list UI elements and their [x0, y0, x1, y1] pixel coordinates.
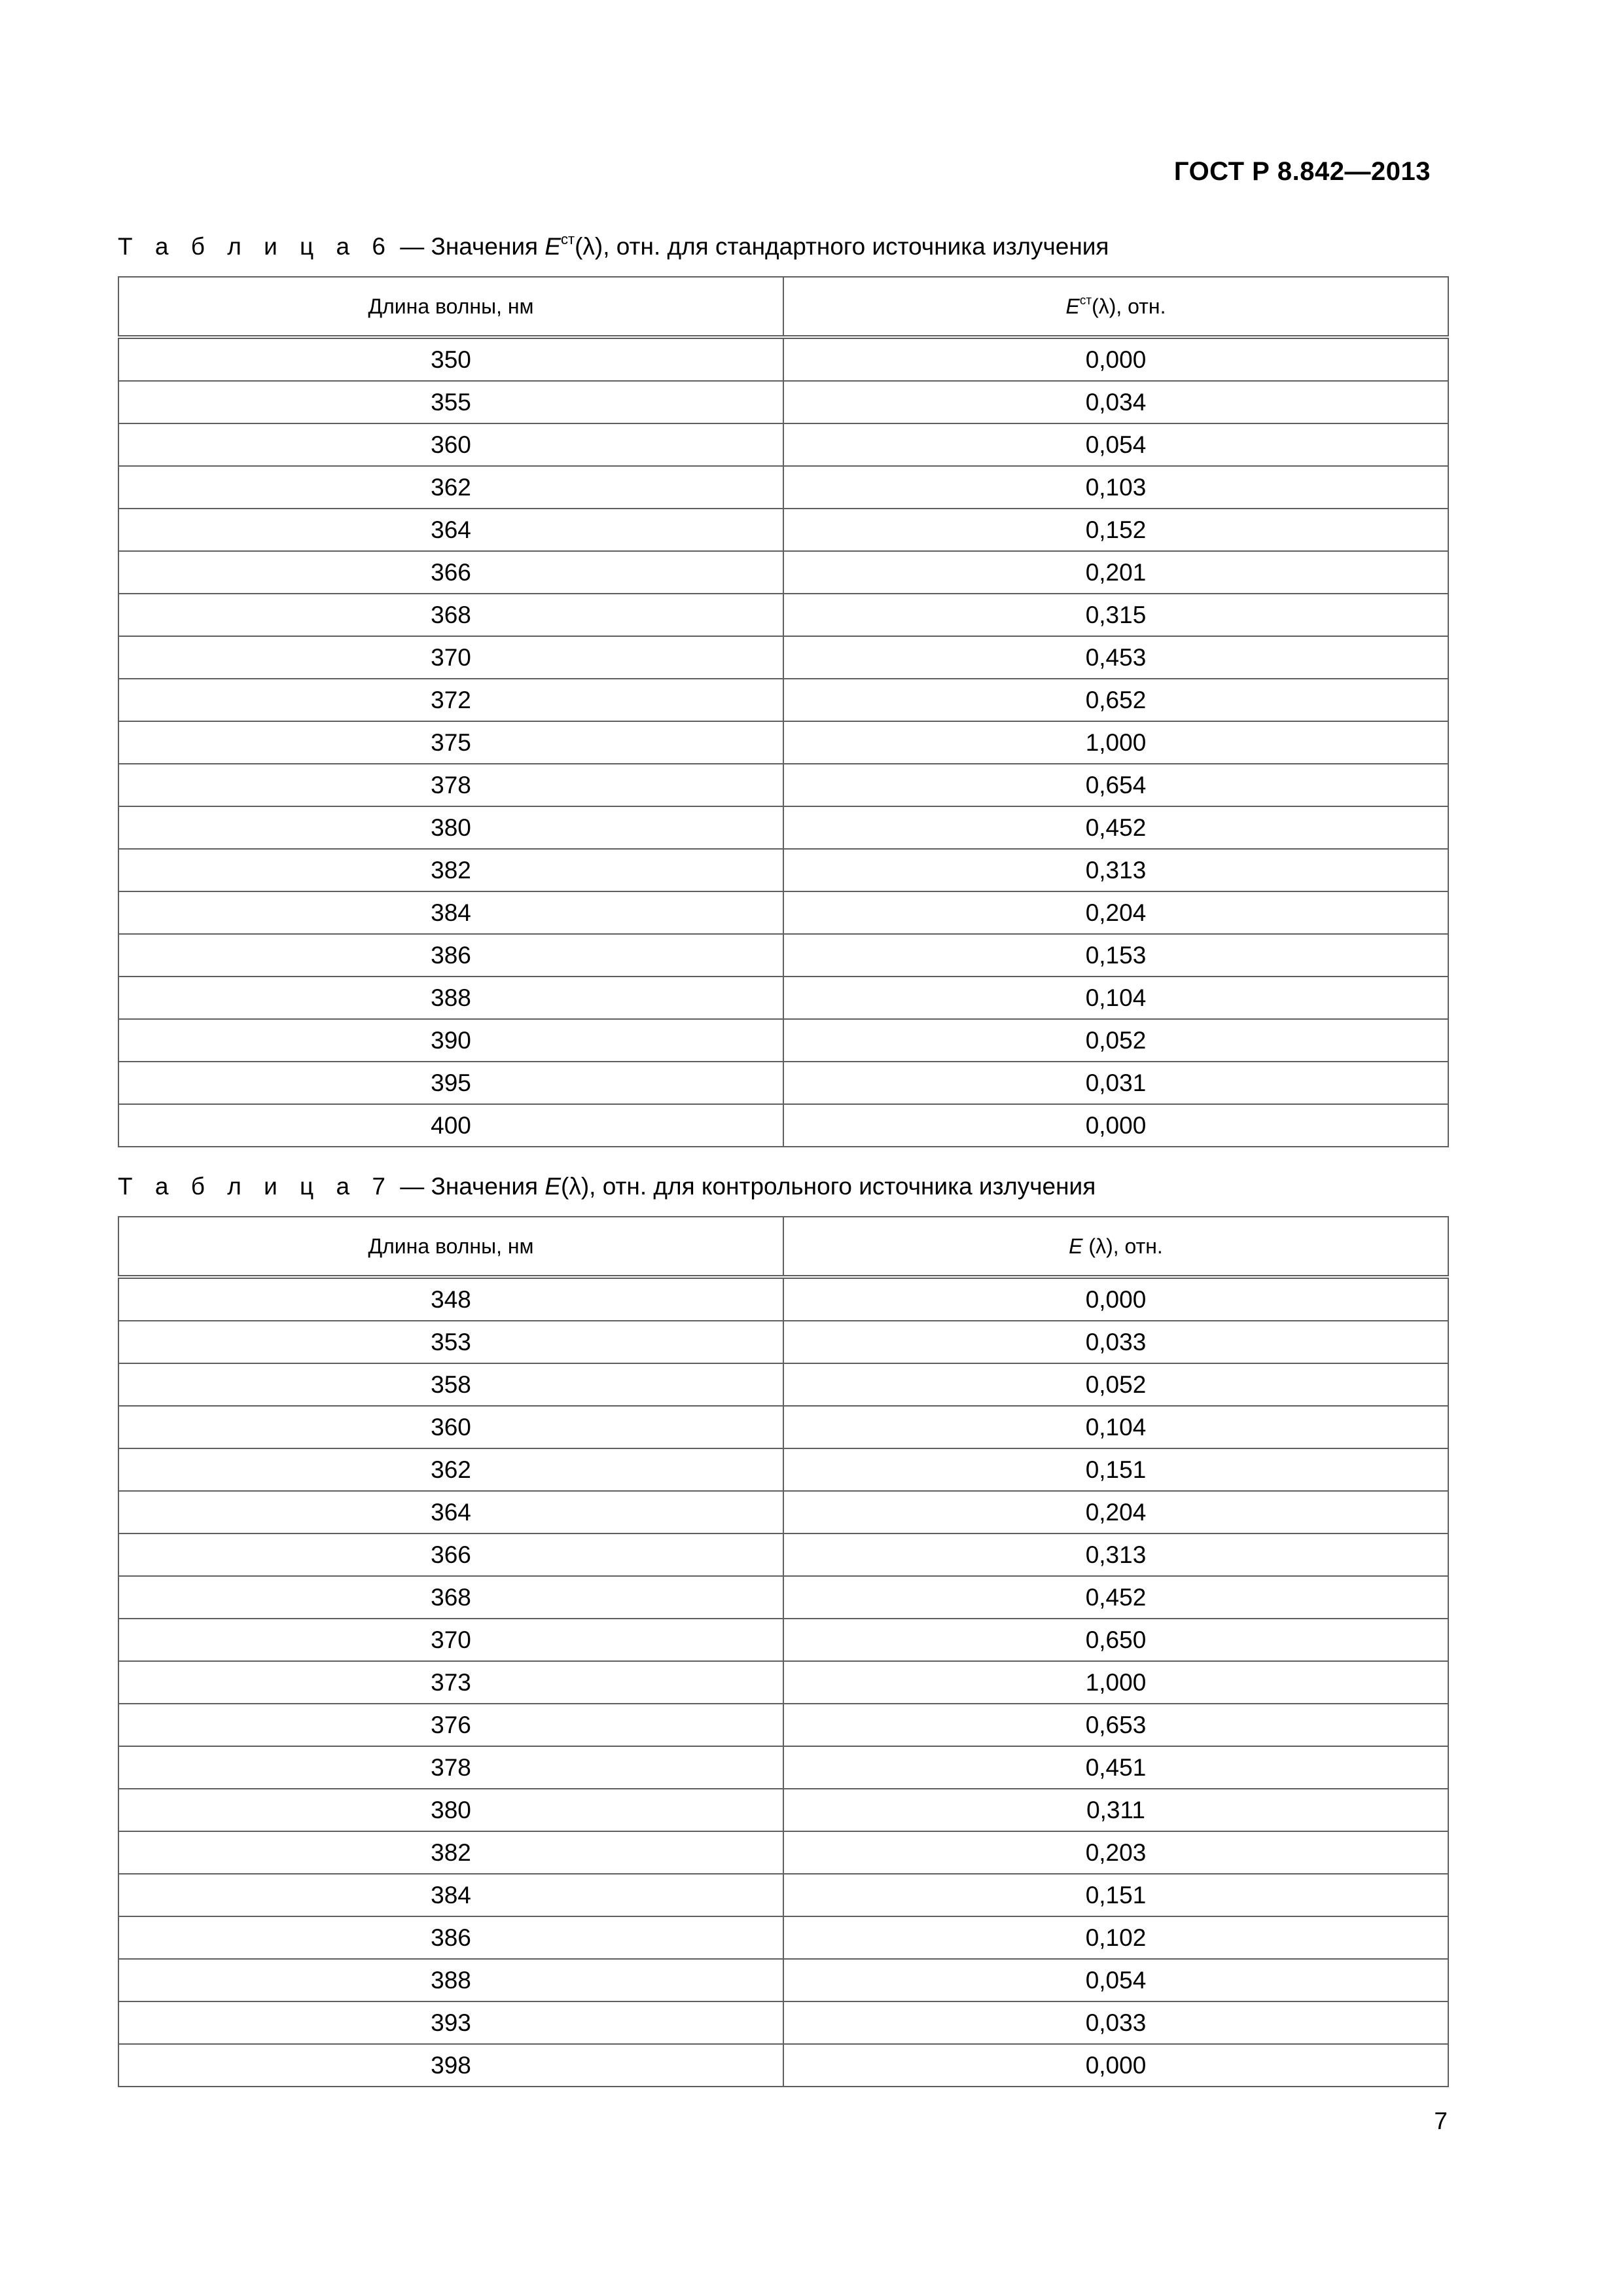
value-cell: 0,452 — [783, 806, 1448, 849]
wavelength-cell: 382 — [118, 849, 783, 891]
header-symbol: E — [1065, 294, 1080, 318]
wavelength-cell: 360 — [118, 423, 783, 466]
table-row — [118, 679, 1448, 721]
wavelength-cell: 373 — [118, 1661, 783, 1704]
value-cell: 0,203 — [783, 1831, 1448, 1874]
table-row — [118, 1661, 1448, 1704]
wavelength-cell: 398 — [118, 2044, 783, 2087]
value-cell: 1,000 — [783, 721, 1448, 764]
value-cell: 0,152 — [783, 509, 1448, 551]
table-row — [118, 1831, 1448, 1874]
wavelength-cell: 388 — [118, 977, 783, 1019]
table-header-row — [118, 277, 1448, 337]
wavelength-cell: 360 — [118, 1406, 783, 1448]
table-6-label: Т а б л и ц а 6 — [118, 233, 393, 260]
standard-code: ГОСТ Р 8.842—2013 — [1173, 157, 1431, 186]
table-row — [118, 1363, 1448, 1406]
table-6 — [118, 276, 1449, 1147]
wavelength-cell: 368 — [118, 1576, 783, 1619]
table-row — [118, 1321, 1448, 1363]
wavelength-cell: 370 — [118, 1619, 783, 1661]
header-text: (λ), отн. — [1092, 294, 1166, 318]
table-row — [118, 891, 1448, 934]
value-cell: 0,452 — [783, 1576, 1448, 1619]
table-row — [118, 721, 1448, 764]
value-cell: 0,204 — [783, 1491, 1448, 1534]
value-cell: 0,311 — [783, 1789, 1448, 1831]
header-text: (λ), отн. — [1082, 1234, 1163, 1258]
table-row — [118, 1448, 1448, 1491]
caption-symbol: E — [544, 1173, 562, 1200]
table-row — [118, 764, 1448, 806]
value-cell: 0,052 — [783, 1363, 1448, 1406]
wavelength-cell: 378 — [118, 1746, 783, 1789]
table-row — [118, 934, 1448, 977]
value-cell: 0,652 — [783, 679, 1448, 721]
table-row — [118, 337, 1448, 381]
value-cell: 0,153 — [783, 934, 1448, 977]
table-row — [118, 977, 1448, 1019]
column-header-wavelength: Длина волны, нм — [118, 277, 783, 337]
table-row — [118, 1916, 1448, 1959]
wavelength-cell: 366 — [118, 1534, 783, 1576]
caption-text: (λ), отн. для контрольного источника излучения — [561, 1173, 1096, 1200]
page-number: 7 — [1434, 2108, 1448, 2134]
table-row — [118, 1534, 1448, 1576]
table-row — [118, 1959, 1448, 2001]
table-7 — [118, 1216, 1449, 2087]
wavelength-cell: 370 — [118, 636, 783, 679]
wavelength-cell: 388 — [118, 1959, 783, 2001]
value-cell: 0,151 — [783, 1448, 1448, 1491]
caption-text: — Значения — [393, 1173, 545, 1200]
table-7-body — [118, 1277, 1448, 2087]
caption-symbol: E — [544, 233, 562, 260]
wavelength-cell: 362 — [118, 466, 783, 509]
value-cell: 0,313 — [783, 1534, 1448, 1576]
value-cell: 0,102 — [783, 1916, 1448, 1959]
column-header-value — [783, 1217, 1448, 1277]
table-row — [118, 1062, 1448, 1104]
wavelength-cell: 348 — [118, 1277, 783, 1321]
table-row — [118, 1104, 1448, 1147]
wavelength-cell: 376 — [118, 1704, 783, 1746]
value-cell: 0,104 — [783, 977, 1448, 1019]
header-superscript: ст — [1079, 293, 1092, 308]
table-row — [118, 1789, 1448, 1831]
wavelength-cell: 355 — [118, 381, 783, 423]
value-cell: 0,103 — [783, 466, 1448, 509]
value-cell: 0,000 — [783, 2044, 1448, 2087]
table-row — [118, 594, 1448, 636]
table-row — [118, 1704, 1448, 1746]
caption-text: (λ), отн. для стандартного источника излучения — [575, 233, 1109, 260]
value-cell: 0,650 — [783, 1619, 1448, 1661]
column-header-wavelength: Длина волны, нм — [118, 1217, 783, 1277]
table-row — [118, 509, 1448, 551]
table-row — [118, 1277, 1448, 1321]
wavelength-cell: 364 — [118, 509, 783, 551]
table-7-label: Т а б л и ц а 7 — [118, 1173, 393, 1200]
value-cell: 0,204 — [783, 891, 1448, 934]
value-cell: 0,104 — [783, 1406, 1448, 1448]
table-row — [118, 381, 1448, 423]
wavelength-cell: 393 — [118, 2001, 783, 2044]
caption-superscript: ст — [561, 231, 575, 247]
table-row — [118, 1874, 1448, 1916]
value-cell: 0,453 — [783, 636, 1448, 679]
value-cell: 0,054 — [783, 423, 1448, 466]
value-cell: 0,033 — [783, 2001, 1448, 2044]
table-row — [118, 636, 1448, 679]
wavelength-cell: 384 — [118, 891, 783, 934]
value-cell: 0,000 — [783, 1277, 1448, 1321]
value-cell: 0,201 — [783, 551, 1448, 594]
wavelength-cell: 372 — [118, 679, 783, 721]
wavelength-cell: 380 — [118, 806, 783, 849]
wavelength-cell: 384 — [118, 1874, 783, 1916]
table-row — [118, 1576, 1448, 1619]
wavelength-cell: 380 — [118, 1789, 783, 1831]
wavelength-cell: 382 — [118, 1831, 783, 1874]
table-row — [118, 1619, 1448, 1661]
table-row — [118, 1746, 1448, 1789]
table-7-caption — [118, 1173, 1096, 1200]
value-cell: 0,654 — [783, 764, 1448, 806]
wavelength-cell: 368 — [118, 594, 783, 636]
wavelength-cell: 366 — [118, 551, 783, 594]
table-row — [118, 2044, 1448, 2087]
value-cell: 0,315 — [783, 594, 1448, 636]
wavelength-cell: 390 — [118, 1019, 783, 1062]
table-6-caption — [118, 233, 1109, 260]
value-cell: 0,033 — [783, 1321, 1448, 1363]
column-header-value — [783, 277, 1448, 337]
wavelength-cell: 364 — [118, 1491, 783, 1534]
value-cell: 1,000 — [783, 1661, 1448, 1704]
wavelength-cell: 353 — [118, 1321, 783, 1363]
wavelength-cell: 400 — [118, 1104, 783, 1147]
value-cell: 0,031 — [783, 1062, 1448, 1104]
table-header-row — [118, 1217, 1448, 1277]
wavelength-cell: 358 — [118, 1363, 783, 1406]
header-symbol: E — [1069, 1234, 1083, 1258]
value-cell: 0,151 — [783, 1874, 1448, 1916]
table-row — [118, 1491, 1448, 1534]
wavelength-cell: 395 — [118, 1062, 783, 1104]
value-cell: 0,313 — [783, 849, 1448, 891]
wavelength-cell: 386 — [118, 934, 783, 977]
table-row — [118, 551, 1448, 594]
value-cell: 0,000 — [783, 337, 1448, 381]
value-cell: 0,653 — [783, 1704, 1448, 1746]
wavelength-cell: 375 — [118, 721, 783, 764]
wavelength-cell: 350 — [118, 337, 783, 381]
caption-text: — Значения — [393, 233, 545, 260]
value-cell: 0,451 — [783, 1746, 1448, 1789]
table-row — [118, 806, 1448, 849]
wavelength-cell: 378 — [118, 764, 783, 806]
wavelength-cell: 362 — [118, 1448, 783, 1491]
value-cell: 0,034 — [783, 381, 1448, 423]
value-cell: 0,054 — [783, 1959, 1448, 2001]
table-row — [118, 849, 1448, 891]
value-cell: 0,000 — [783, 1104, 1448, 1147]
wavelength-cell: 386 — [118, 1916, 783, 1959]
table-6-body — [118, 337, 1448, 1147]
value-cell: 0,052 — [783, 1019, 1448, 1062]
table-row — [118, 466, 1448, 509]
table-row — [118, 1019, 1448, 1062]
table-row — [118, 1406, 1448, 1448]
table-row — [118, 423, 1448, 466]
table-row — [118, 2001, 1448, 2044]
